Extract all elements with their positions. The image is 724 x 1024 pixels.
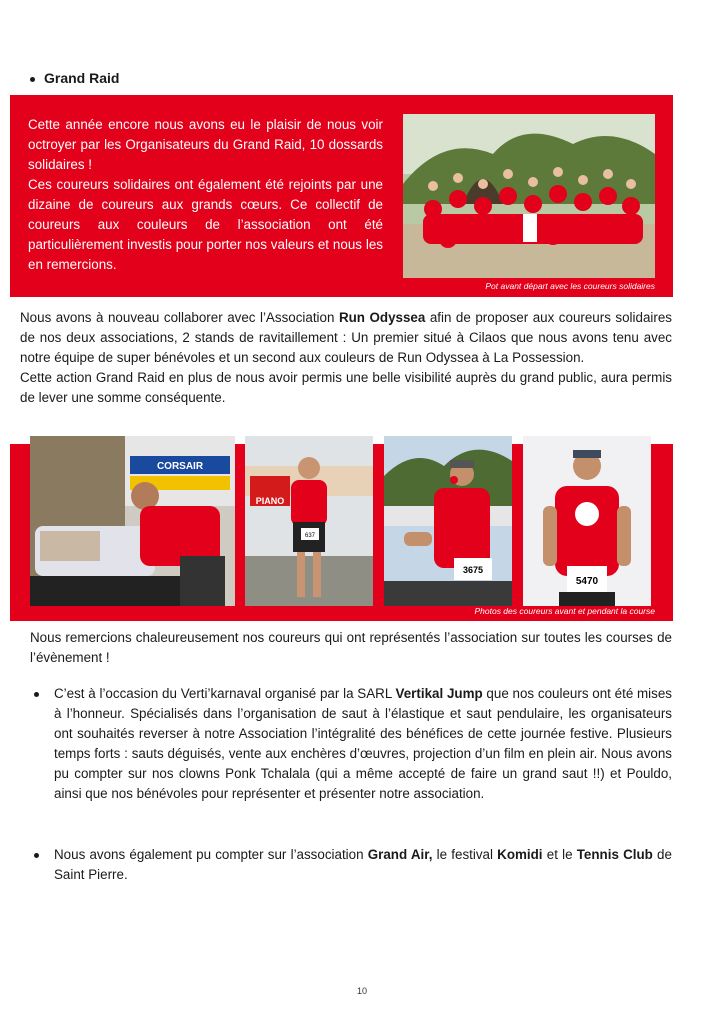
piano-sign: PIANO bbox=[255, 496, 285, 506]
collab-paragraph bbox=[20, 308, 672, 408]
corsair-sign: CORSAIR bbox=[156, 461, 204, 472]
gallery-photo-2 bbox=[245, 436, 373, 606]
intro-line-2: Ces coureurs solidaires ont également été rejoints par une dizaine de coureurs aux grands cœurs. Ce collectif de coureurs aux couleurs de l’association ont été particulièrement investis pour porter nos valeurs et nous les en remercions. bbox=[28, 177, 383, 272]
bullet-item-1 bbox=[38, 684, 672, 804]
section-title-text: Grand Raid bbox=[44, 70, 120, 86]
gallery-caption: Photos des coureurs avant et pendant la course bbox=[474, 606, 655, 616]
collab-p2: Cette action Grand Raid en plus de nous avoir permis une belle visibilité auprès du grand public, aura permis de lever une somme conséquente. bbox=[20, 370, 672, 405]
bullet-dot bbox=[34, 853, 39, 858]
section-title bbox=[30, 70, 119, 86]
vertikal-jump-name: Vertikal Jump bbox=[395, 686, 483, 701]
bullet-text-1: C’est à l’occasion du Verti’karnaval organisé par la SARL Vertikal Jump que nos couleurs ont été mises à l’honneur. Spécialisés dans l’organisation de saut à l’élastique et saut pendulaire, les organisateurs ont souhaités reverser à notre Association l’intégralité des bénéfices de cette journée festive. Plusieurs temps forts : sauts déguisés, vente aux enchères d’œuvres, projection d’un film en plein air. Nous avons pu compter sur nos clowns Ponk Tchalala (qui a même accepté de faire un grand saut !!) et Pouldo, ainsi que nos bénévoles pour représenter et présenter notre association. bbox=[54, 686, 672, 801]
bib-3675: 3675 bbox=[462, 565, 484, 575]
gallery-photo-4 bbox=[523, 436, 651, 606]
tennis-club-name: Tennis Club bbox=[576, 847, 653, 862]
bullet-text-2: Nous avons également pu compter sur l’association Grand Air, le festival Komidi et le Tennis Club de Saint Pierre. bbox=[54, 847, 672, 882]
collab-p1: Nous avons à nouveau collaborer avec l’Association Run Odyssea afin de proposer aux coureurs solidaires de nos deux associations, 2 stands de ravitaillement : Un premier situé à Cilaos que nous avons tenu avec notre équipe de super bénévoles et un second aux couleurs de Run Odyssea à La Possession. bbox=[20, 310, 672, 365]
bib-637: 637 bbox=[304, 533, 316, 539]
komidi-name: Komidi bbox=[497, 847, 543, 862]
bullet-dot bbox=[34, 692, 39, 697]
bib-5470: 5470 bbox=[575, 576, 599, 587]
group-photo-caption: Pot avant départ avec les coureurs solidaires bbox=[485, 281, 655, 291]
page-number: 10 bbox=[356, 986, 367, 996]
bullet-dot bbox=[30, 77, 35, 82]
gallery-photo-1 bbox=[30, 436, 235, 606]
bullet-item-2 bbox=[38, 845, 672, 885]
thanks-paragraph: Nous remercions chaleureusement nos coureurs qui ont représentés l’association sur toutes les courses de l’évènement ! bbox=[30, 630, 672, 665]
group-photo bbox=[403, 114, 655, 278]
intro-line-1: Cette année encore nous avons eu le plaisir de nous voir octroyer par les Organisateurs du Grand Raid, 10 dossards solidaires ! bbox=[28, 117, 383, 172]
grand-air-name: Grand Air, bbox=[367, 847, 433, 862]
intro-text bbox=[28, 115, 383, 275]
run-odyssea-name: Run Odyssea bbox=[338, 310, 426, 325]
gallery-photo-3 bbox=[384, 436, 512, 606]
